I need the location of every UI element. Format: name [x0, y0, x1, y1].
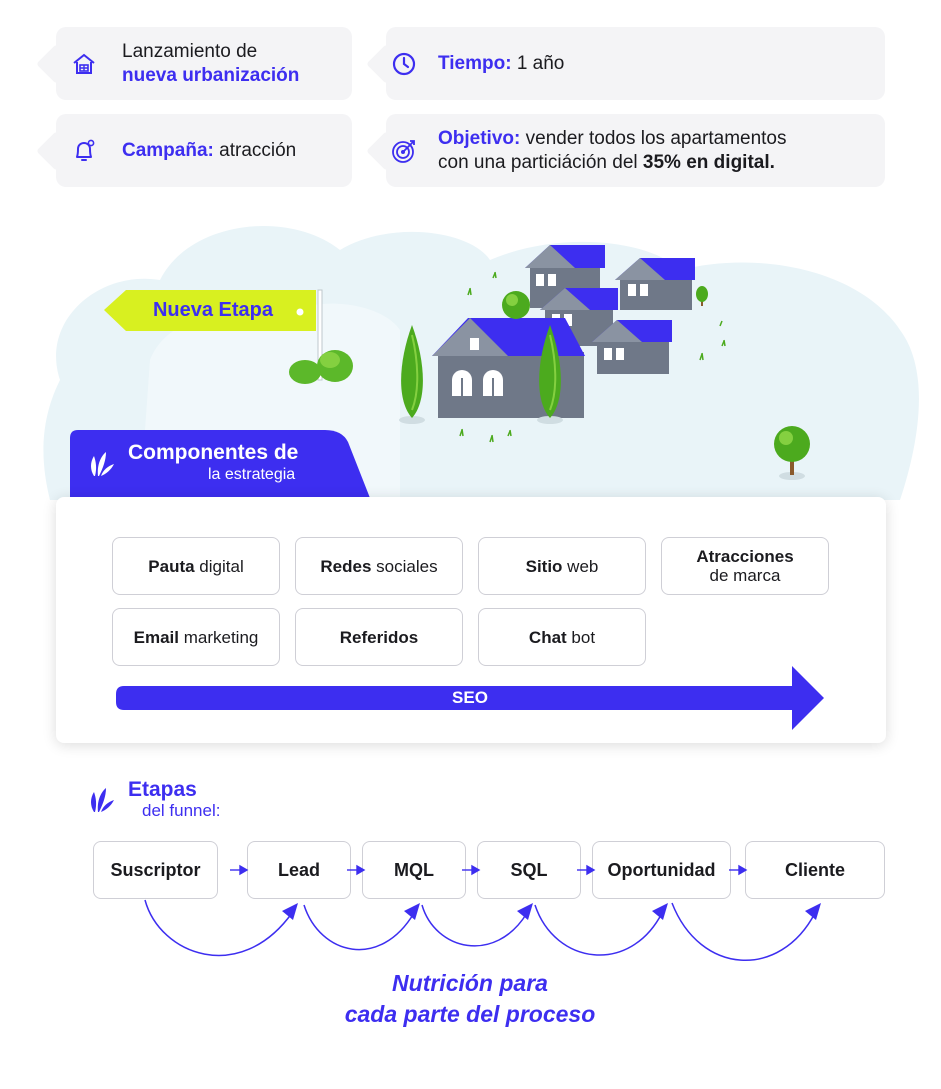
objective-label: Objetivo: [438, 127, 521, 149]
funnel-stage: SQL [477, 841, 581, 899]
launch-text [122, 40, 299, 88]
nurturing-caption [250, 968, 690, 1030]
funnel-title: Etapas [128, 778, 197, 801]
funnel-stage: Lead [247, 841, 351, 899]
time-value: 1 año [516, 52, 565, 74]
component-chip: Referidos [295, 608, 463, 666]
funnel-stage: MQL [362, 841, 466, 899]
objective-line1: vender todos los apartamentos [525, 127, 787, 149]
bush [289, 360, 321, 384]
target-icon [390, 137, 418, 165]
component-chip: Chat bot [478, 608, 646, 666]
house-main [432, 318, 585, 418]
launch-card [56, 27, 352, 100]
sign-label: Nueva Etapa [152, 299, 274, 321]
time-label: Tiempo: [438, 52, 512, 74]
funnel-stage: Cliente [745, 841, 885, 899]
component-chip: Pauta digital [112, 537, 280, 595]
campaign-card [56, 114, 352, 187]
funnel-stage: Oportunidad [592, 841, 731, 899]
component-chip: Atracciones de marca [661, 537, 829, 595]
sprout-icon [86, 783, 116, 815]
objective-line2-prefix: con una particiáción del [438, 151, 638, 173]
sign-dot [297, 309, 304, 316]
nurturing-caption-line2: cada parte del proceso [344, 1001, 596, 1027]
campaign-value: atracción [219, 139, 297, 161]
stage-arrows [0, 860, 941, 880]
component-chip: Redes sociales [295, 537, 463, 595]
nurturing-caption-line1: Nutrición para [392, 970, 548, 996]
launch-line1: Lanzamiento de [122, 40, 258, 62]
component-chip: Email marketing [112, 608, 280, 666]
bell-icon [70, 137, 98, 165]
strategy-title: Componentes de [128, 441, 299, 464]
round-tree-back [502, 291, 530, 319]
objective-highlight: 35% en digital. [642, 151, 775, 173]
funnel-stage: Suscriptor [93, 841, 218, 899]
objective-card [386, 114, 885, 187]
house-icon [70, 50, 98, 78]
campaign-text [122, 139, 296, 163]
clock-icon [390, 50, 418, 78]
strategy-subtitle: la estrategia [208, 466, 296, 483]
component-chip: Sitio web [478, 537, 646, 595]
time-text [438, 52, 564, 76]
sprout-icon [86, 448, 116, 478]
funnel-subtitle: del funnel: [142, 801, 221, 820]
campaign-label: Campaña: [122, 139, 214, 161]
objective-text [438, 127, 787, 175]
launch-line2: nueva urbanización [122, 64, 300, 86]
seo-label: SEO [452, 688, 488, 707]
time-card [386, 27, 885, 100]
bush [320, 352, 340, 368]
